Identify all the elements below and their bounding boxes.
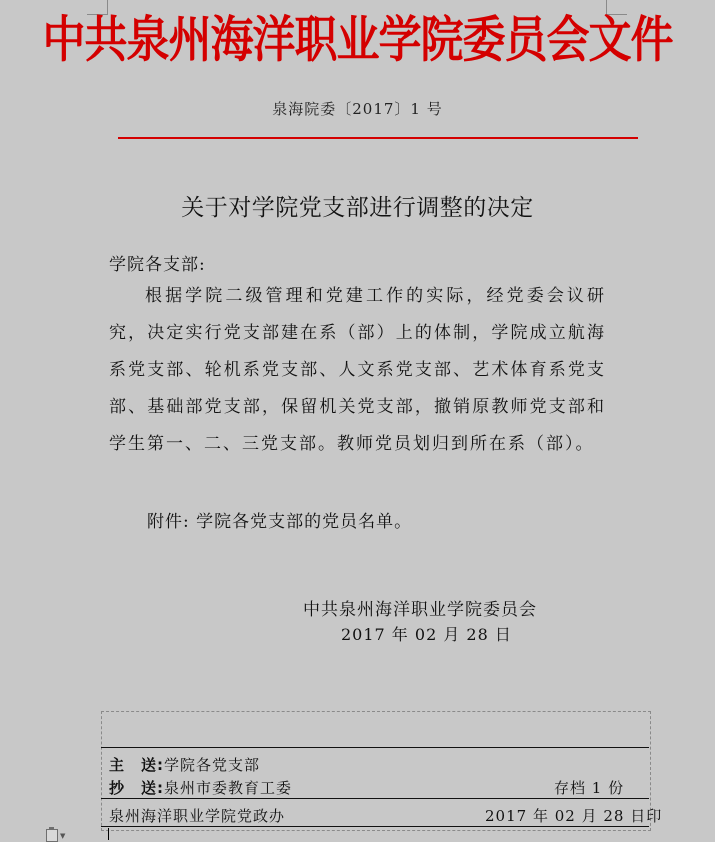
body-paragraph: 根据学院二级管理和党建工作的实际，经党委会议研究，决定实行党支部建在系（部）上的体制，学院成立航海系党支部、轮机系党支部、人文系党支部、艺术体育系党支部、基础部党支部，保留机关党支部，撤销原教师党支部和学生第一、二、三党支部。教师党员划归到所在系（部）。 — [109, 286, 606, 454]
red-divider-line — [118, 137, 638, 139]
issuing-office: 泉州海洋职业学院党政办 — [109, 807, 286, 825]
red-header-title: 中共泉州海洋职业学院委员会文件 — [42, 11, 673, 70]
footer-rule-bottom — [101, 826, 649, 827]
salutation: 学院各支部: — [109, 255, 206, 275]
attachment-note: 附件: 学院各党支部的党员名单。 — [147, 512, 413, 532]
clipboard-icon[interactable]: ▼ — [44, 826, 60, 840]
cc-row — [109, 777, 292, 798]
document-number: 泉海院委〔2017〕1 号 — [272, 100, 443, 118]
archive-count: 存档 1 份 — [554, 779, 625, 797]
cc-value: 泉州市委教育工委 — [164, 779, 293, 797]
document-title: 关于对学院党支部进行调整的决定 — [181, 195, 534, 221]
cc-label: 抄 送: — [109, 779, 164, 797]
text-cursor — [108, 828, 109, 840]
signer-organization: 中共泉州海洋职业学院委员会 — [303, 600, 537, 620]
footer-rule-top — [101, 747, 649, 748]
send-to-label: 主 送: — [109, 756, 164, 774]
send-to-row — [109, 754, 260, 775]
send-to-value: 学院各党支部 — [164, 756, 261, 774]
print-date: 2017 年 02 月 28 日印 — [485, 807, 663, 825]
footer-rule-middle — [101, 798, 649, 799]
signature-date: 2017 年 02 月 28 日 — [341, 625, 512, 644]
